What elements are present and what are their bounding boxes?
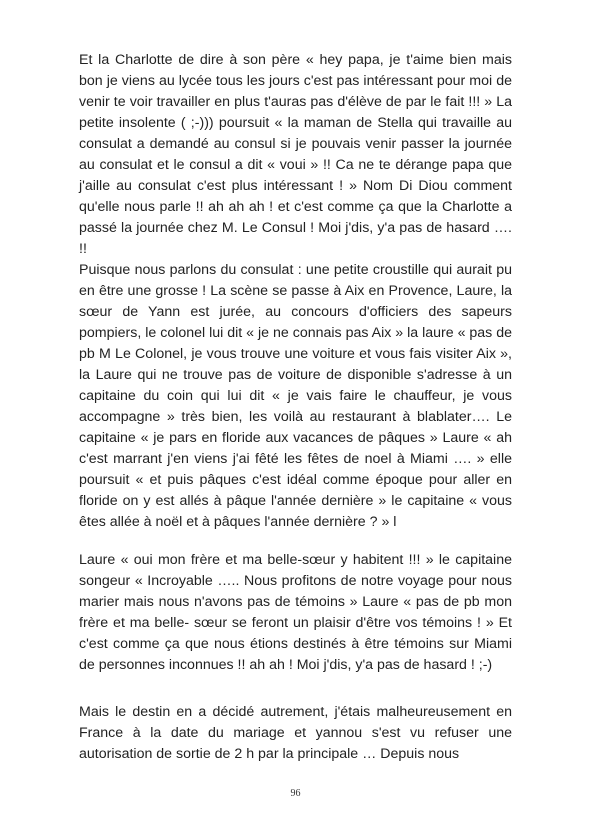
paragraph-destin <box>79 702 512 765</box>
paragraph-text: Puisque nous parlons du consulat : une petite croustille qui aurait pu en être une grosse ! La scène se passe à Aix en Provence, Laure, la sœur de Yann est jurée, au concours d'officiers des sapeurs pompiers, le colonel lui dit « je ne connais pas Aix » la laure « pas de pb M Le Colonel, je vous trouve une voiture et vous fais visiter Aix », la Laure qui ne trouve pas de voiture de disponible s'adresse à un capitaine du coin qui lui dit « je vais faire le chauffeur, je vous accompagne » très bien, les voilà au restaurant à blablater…. Le capitaine « je pars en floride aux vacances de pâques » Laure « ah c'est marrant j'en viens j'ai fêté les fêtes de noel à Miami …. » elle poursuit « et puis pâques c'est idéal comme époque pour aller en floride on y est allés à pâque l'année dernière » le capitaine « vous êtes allée à noël et à pâques l'année dernière ? » l <box>79 262 512 530</box>
paragraph-laure-temoins <box>79 550 512 676</box>
paragraph-laure-aix <box>79 260 512 533</box>
paragraph-charlotte-consulat <box>79 50 512 260</box>
paragraph-text: Mais le destin en a décidé autrement, j'étais malheureusement en France à la date du mariage et yannou s'est vu refuser une autorisation de sortie de 2 h par la principale … Depuis nous <box>79 704 512 762</box>
paragraph-text: Et la Charlotte de dire à son père « hey papa, je t'aime bien mais bon je viens au lycée tous les jours c'est pas intéressant pour moi de venir te voir travailler en plus t'auras pas d'élève de par le fait !!! » La petite insolente ( ;-))) poursuit « la maman de Stella qui travaille au consulat a demandé au consul si je pouvais venir passer la journée au consulat et le consul a dit « voui » !! Ca ne te dérange papa que j'aille au consulat c'est plus intéressant ! » Nom Di Diou comment qu'elle nous parle !! ah ah ah ! et c'est comme ça que la Charlotte a passé la journée chez M. Le Consul ! Moi j'dis, y'a pas de hasard …. !! <box>79 52 512 257</box>
paragraph-text: Laure « oui mon frère et ma belle-sœur y habitent !!! » le capitaine songeur « Incroyable ….. Nous profitons de notre voyage pour nous marier mais nous n'avons pas de témoins » Laure « pas de pb mon frère et ma belle- sœur se feront un plaisir d'être vos témoins ! » Et c'est comme ça que nous étions destinés à être témoins sur Miami de personnes inconnues !! ah ah ! Moi j'dis, y'a pas de hasard ! ;-) <box>79 552 512 673</box>
page-number: 96 <box>290 788 301 799</box>
